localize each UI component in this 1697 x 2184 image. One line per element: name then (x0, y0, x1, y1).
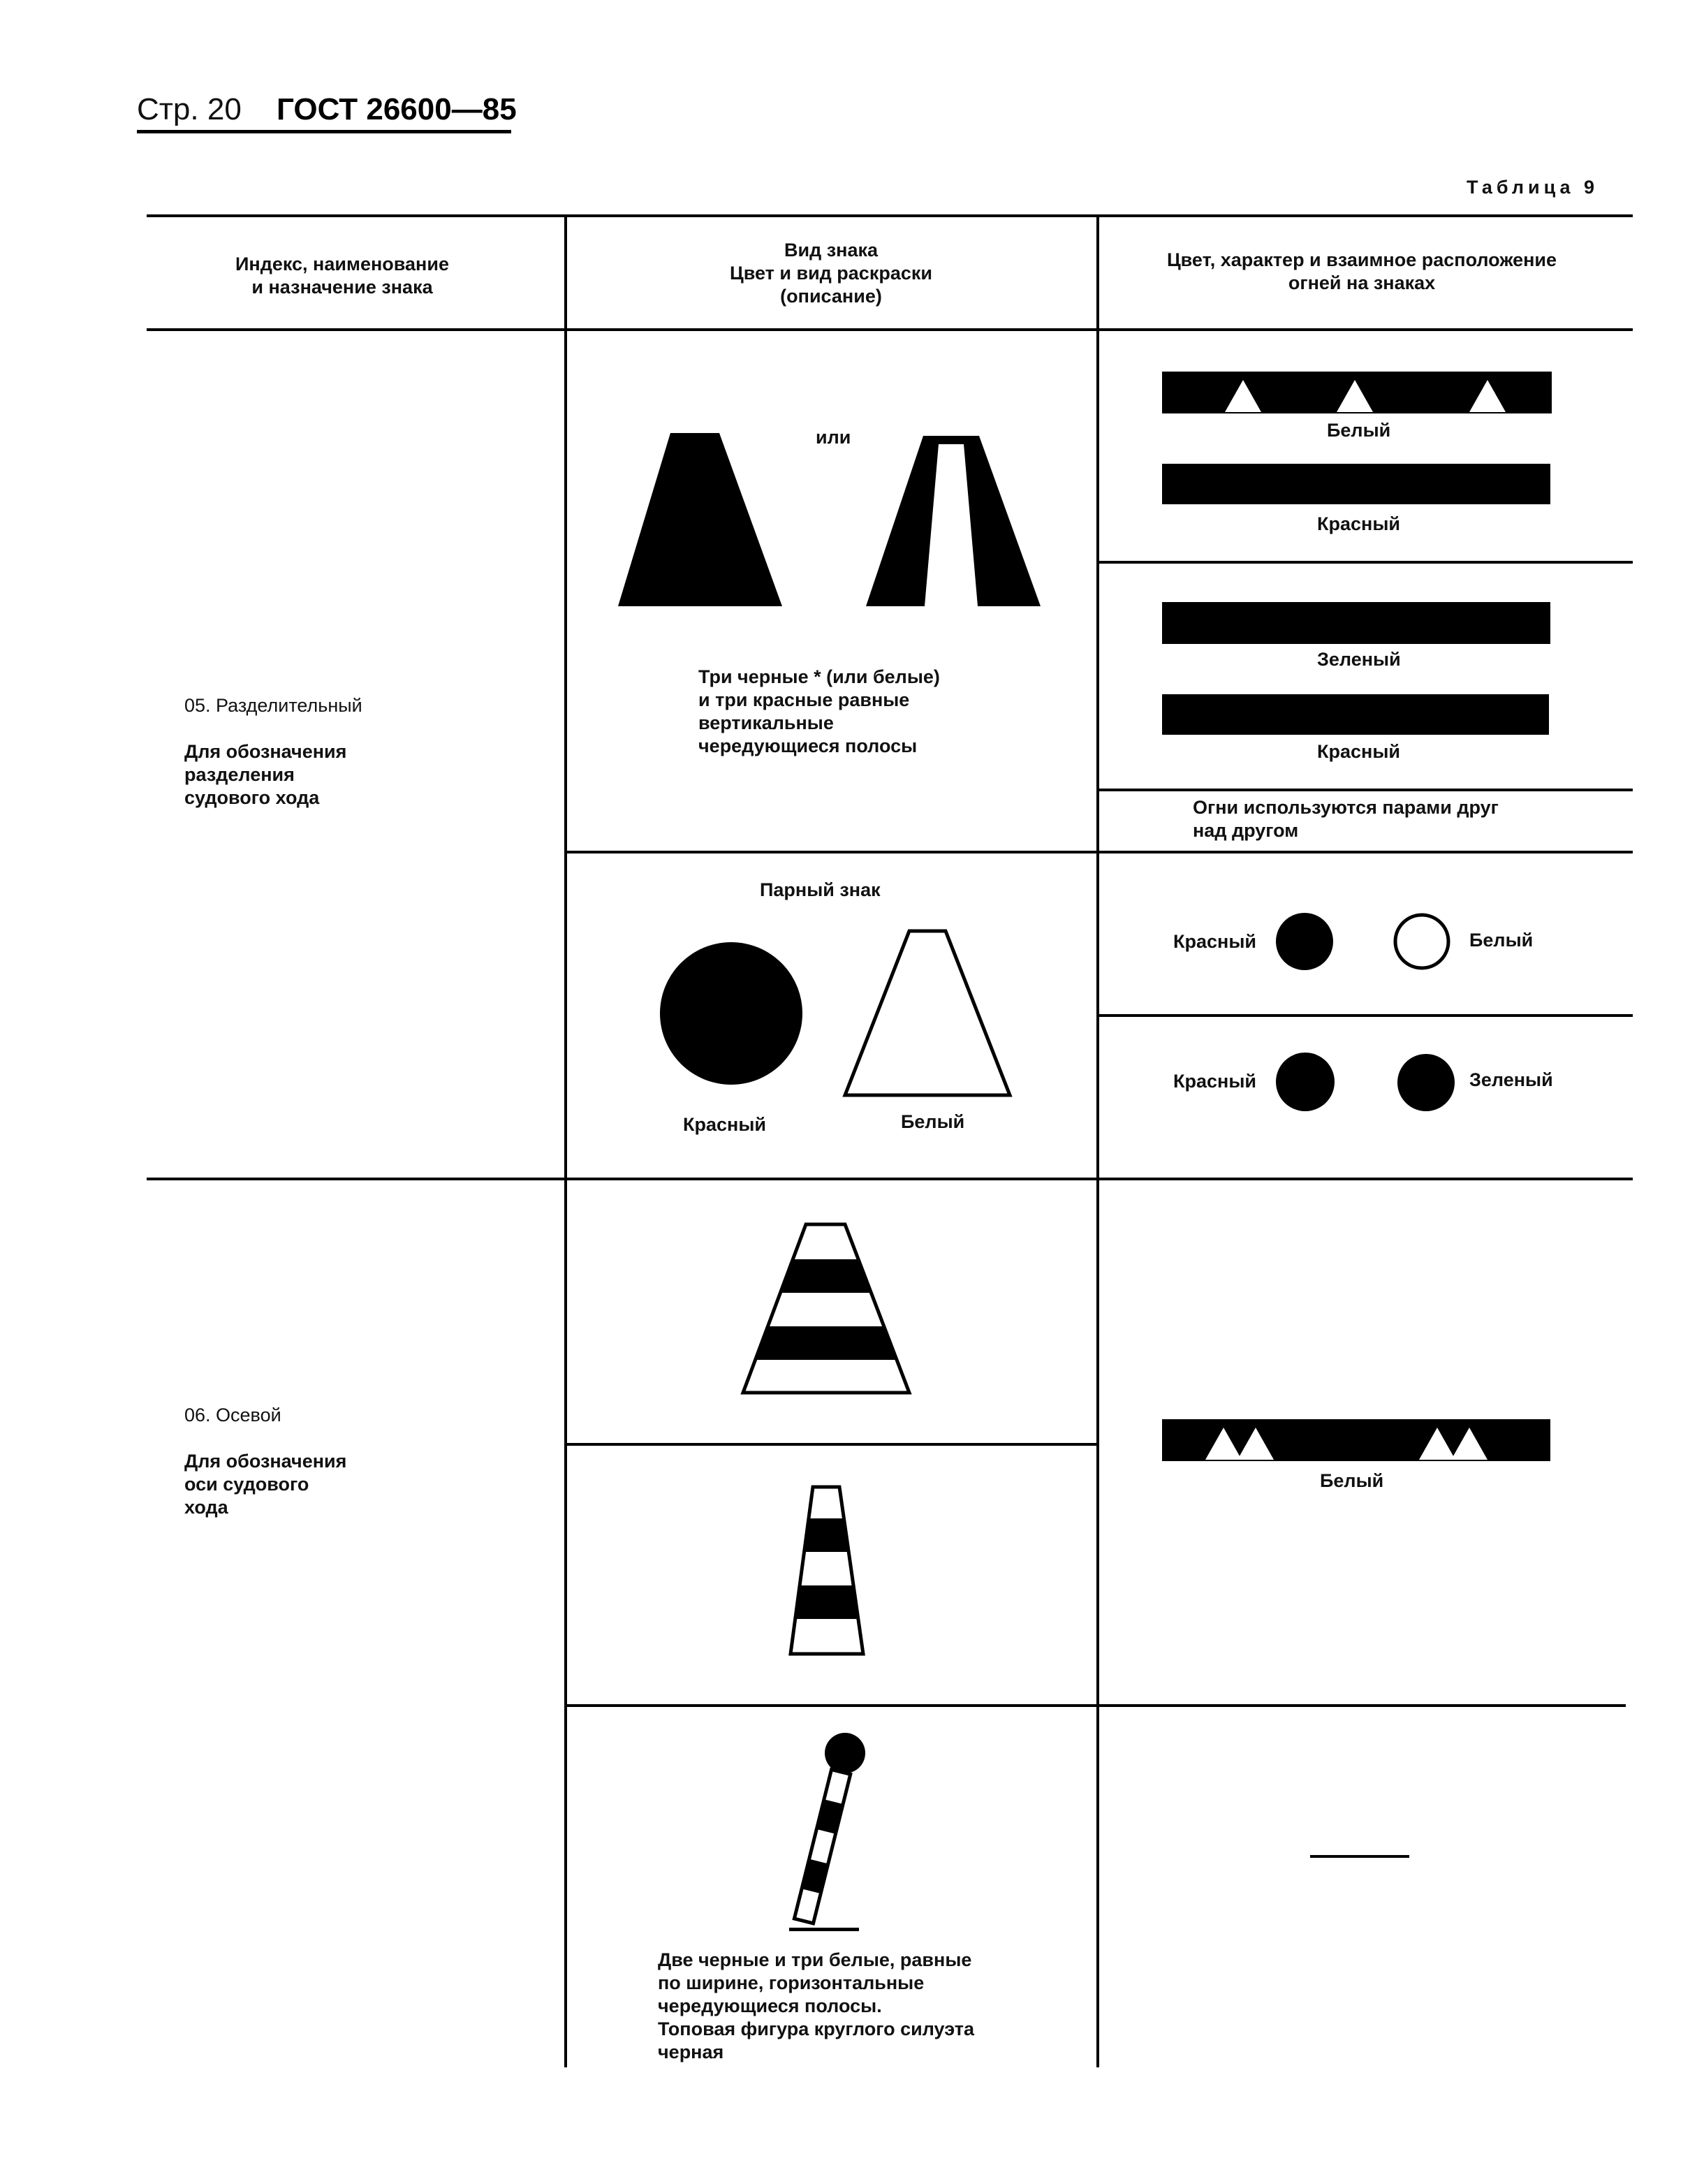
sign-05-purpose: Для обозначения разделения судового хода (184, 741, 347, 808)
striped-cone-large-sign (740, 1222, 915, 1397)
solid-trapezoid-sign (615, 433, 789, 608)
col3-row-rule-2 (1096, 789, 1633, 791)
column-header-index: Индекс, наименование и назначение знака (235, 254, 449, 298)
or-label: или (816, 427, 851, 448)
page-label: Стр. 20 (137, 92, 242, 126)
sign-06-name: 06. Осевой (184, 1405, 281, 1426)
red-light-circle-2 (1275, 1052, 1335, 1112)
green-light-bar (1162, 602, 1553, 645)
axial-light-label: Белый (1320, 1470, 1384, 1491)
sign-06-description: Две черные и три белые, равные по ширине, горизонтальные чередующиеся полосы. Топовая фигура круглого силуэта черная (658, 1949, 975, 2062)
no-lights-dash (1310, 1855, 1409, 1858)
axial-white-lights-bar (1162, 1419, 1553, 1463)
red-circle-sign (659, 941, 806, 1088)
sign-05-name: 05. Разделительный (184, 695, 362, 716)
green-light-circle (1397, 1053, 1455, 1112)
striped-cone-small-sign (786, 1485, 870, 1659)
light-label-red-1: Красный (1317, 513, 1400, 534)
pair-light-row1-left-label: Красный (1173, 931, 1256, 952)
section-divider (147, 1178, 1633, 1180)
col3-row-rule-3 (1096, 1014, 1633, 1017)
pair-sign-right-label: Белый (901, 1111, 965, 1132)
sign-05-description: Три черные * (или белые) и три красные равные вертикальные чередующиеся полосы (698, 666, 940, 756)
column-header-sign-view: Вид знака Цвет и вид раскраски (описание) (730, 240, 932, 307)
pair-light-row2-right-label: Зеленый (1469, 1069, 1553, 1090)
white-light-circle (1393, 912, 1451, 971)
header-bottom-rule (147, 328, 1633, 331)
pair-sign-title: Парный знак (760, 879, 881, 900)
pair-sign-left-label: Красный (683, 1114, 766, 1135)
table-top-rule (147, 214, 1633, 217)
white-lights-bar (1162, 372, 1553, 415)
column-header-lights: Цвет, характер и взаимное расположение огней на знаках (1166, 249, 1557, 293)
red-light-circle-1 (1275, 912, 1334, 971)
column-divider-2 (1096, 214, 1099, 2067)
col3-row-rule-1 (1096, 561, 1633, 564)
light-label-white: Белый (1327, 420, 1391, 441)
red-light-bar-1 (1162, 464, 1553, 506)
table-label: Таблица 9 (1467, 177, 1599, 198)
header-underline (137, 130, 511, 133)
striped-pole-with-ball-sign (775, 1728, 873, 1937)
column-divider-1 (564, 214, 567, 2067)
light-label-red-2: Красный (1317, 741, 1400, 762)
lights-pairs-note: Огни используются парами друг над другом (1193, 797, 1499, 841)
red-light-bar-2 (1162, 694, 1553, 736)
doc-code: ГОСТ 26600—85 (277, 92, 517, 126)
striped-trapezoid-sign (866, 436, 1048, 610)
pair-light-row2-left-label: Красный (1173, 1071, 1256, 1092)
white-trapezoid-sign (841, 929, 1015, 1099)
row-rule-3 (564, 1704, 1626, 1707)
sign-06-purpose: Для обозначения оси судового хода (184, 1451, 347, 1518)
pair-light-row1-right-label: Белый (1469, 930, 1534, 951)
col2-row-rule-2 (564, 1443, 1096, 1446)
light-label-green: Зеленый (1317, 649, 1401, 670)
col2-row-rule-1 (564, 851, 1633, 853)
